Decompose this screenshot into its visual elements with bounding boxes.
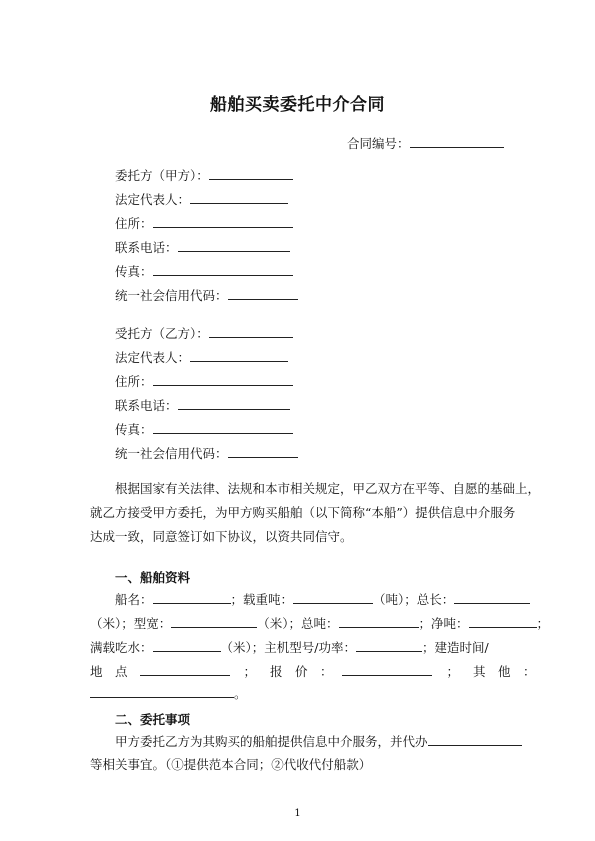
party-b-fax	[115, 422, 293, 437]
net-ton-blank	[469, 616, 537, 628]
dwt-label: ；载重吨：	[230, 592, 294, 607]
party-b-rep-blank	[190, 350, 288, 362]
main-engine-label: （米）；主机型号/功率：	[220, 640, 356, 655]
build-time-label: ；建造时间/	[421, 640, 489, 655]
party-a-credit-code	[115, 288, 298, 303]
place-label: 地 点	[90, 664, 128, 679]
contract-number-blank	[410, 136, 504, 148]
beam-unit-label: （米）；型宽：	[90, 616, 172, 631]
other-blank	[90, 686, 234, 698]
party-a-rep	[115, 192, 288, 207]
intro-line-1: 根据国家有关法律、法规和本市相关规定，甲乙双方在平等、自愿的基础上，	[115, 481, 541, 496]
party-a-header-blank	[209, 168, 293, 180]
ship-line-4	[90, 664, 536, 679]
party-b-header-blank	[209, 326, 293, 338]
party-a-phone-blank	[178, 240, 290, 252]
beam-blank	[171, 616, 257, 628]
party-a-fax-blank	[153, 264, 293, 276]
party-b-header-label: 受托方（乙方）：	[115, 326, 209, 341]
party-a-fax-label: 传真：	[115, 264, 153, 279]
line-5-end: 。	[234, 686, 247, 701]
entrust-line-1-text: 甲方委托乙方为其购买的船舶提供信息中介服务，并代办	[115, 734, 428, 749]
party-b-credit-code	[115, 446, 298, 461]
party-b-address-label: 住所：	[115, 374, 153, 389]
party-a-address	[115, 216, 293, 231]
party-b-address-blank	[153, 374, 293, 386]
party-a-credit-code-label: 统一社会信用代码：	[115, 288, 228, 303]
entrust-line-1	[115, 734, 522, 749]
party-a-fax	[115, 264, 293, 279]
ton-unit-label: （吨）；总长：	[373, 592, 455, 607]
dwt-blank	[293, 592, 373, 604]
section-1-heading: 一、船舶资料	[115, 570, 191, 585]
party-b-rep-label: 法定代表人：	[115, 350, 191, 365]
sep-2: ；	[446, 664, 459, 679]
party-b-phone-blank	[178, 398, 290, 410]
line-2-end: ；	[536, 616, 550, 631]
party-b-header	[115, 326, 293, 341]
length-blank	[454, 592, 530, 604]
ship-line-2	[90, 616, 549, 631]
party-a-address-blank	[153, 216, 293, 228]
draft-blank	[153, 640, 221, 652]
place-blank	[140, 664, 230, 676]
party-a-header	[115, 168, 293, 183]
party-b-phone-label: 联系电话：	[115, 398, 178, 413]
ship-line-1	[115, 592, 530, 607]
ship-line-5	[90, 686, 247, 701]
ship-name-blank	[153, 592, 231, 604]
contract-number-label: 合同编号：	[347, 136, 410, 151]
party-a-rep-blank	[190, 192, 288, 204]
contract-number	[347, 136, 504, 151]
party-b-rep	[115, 350, 288, 365]
main-engine-blank	[356, 640, 422, 652]
party-a-rep-label: 法定代表人：	[115, 192, 191, 207]
party-a-phone	[115, 240, 290, 255]
net-ton-label: ；净吨：	[418, 616, 469, 631]
price-label: 报 价 ：	[269, 664, 333, 679]
party-b-credit-code-blank	[228, 446, 298, 458]
draft-label: 满载吃水：	[90, 640, 153, 655]
page-number: 1	[294, 808, 301, 819]
party-a-header-label: 委托方（甲方）：	[115, 168, 209, 183]
intro-line-2: 就乙方接受甲方委托，为甲方购买船舶（以下简称“本船”）提供信息中介服务	[90, 505, 516, 520]
party-b-fax-blank	[153, 422, 293, 434]
entrust-blank	[428, 734, 522, 746]
party-a-address-label: 住所：	[115, 216, 153, 231]
party-b-phone	[115, 398, 290, 413]
sep-1: ；	[243, 664, 256, 679]
party-a-phone-label: 联系电话：	[115, 240, 178, 255]
ship-name-label: 船名：	[115, 592, 153, 607]
section-2-heading: 二、委托事项	[115, 712, 191, 727]
depth-unit-label: （米）；总吨：	[257, 616, 339, 631]
party-b-credit-code-label: 统一社会信用代码：	[115, 446, 228, 461]
other-label: 其 他 ：	[472, 664, 536, 679]
page-title: 船舶买卖委托中介合同	[210, 95, 385, 115]
party-b-address	[115, 374, 293, 389]
price-blank	[342, 664, 432, 676]
ship-line-3	[90, 640, 489, 655]
party-b-fax-label: 传真：	[115, 422, 153, 437]
gross-ton-blank	[339, 616, 419, 628]
entrust-line-2: 等相关事宜。（①提供范本合同；②代收代付船款）	[90, 757, 372, 772]
party-a-credit-code-blank	[228, 288, 298, 300]
intro-line-3: 达成一致，同意签订如下协议，以资共同信守。	[90, 529, 353, 544]
